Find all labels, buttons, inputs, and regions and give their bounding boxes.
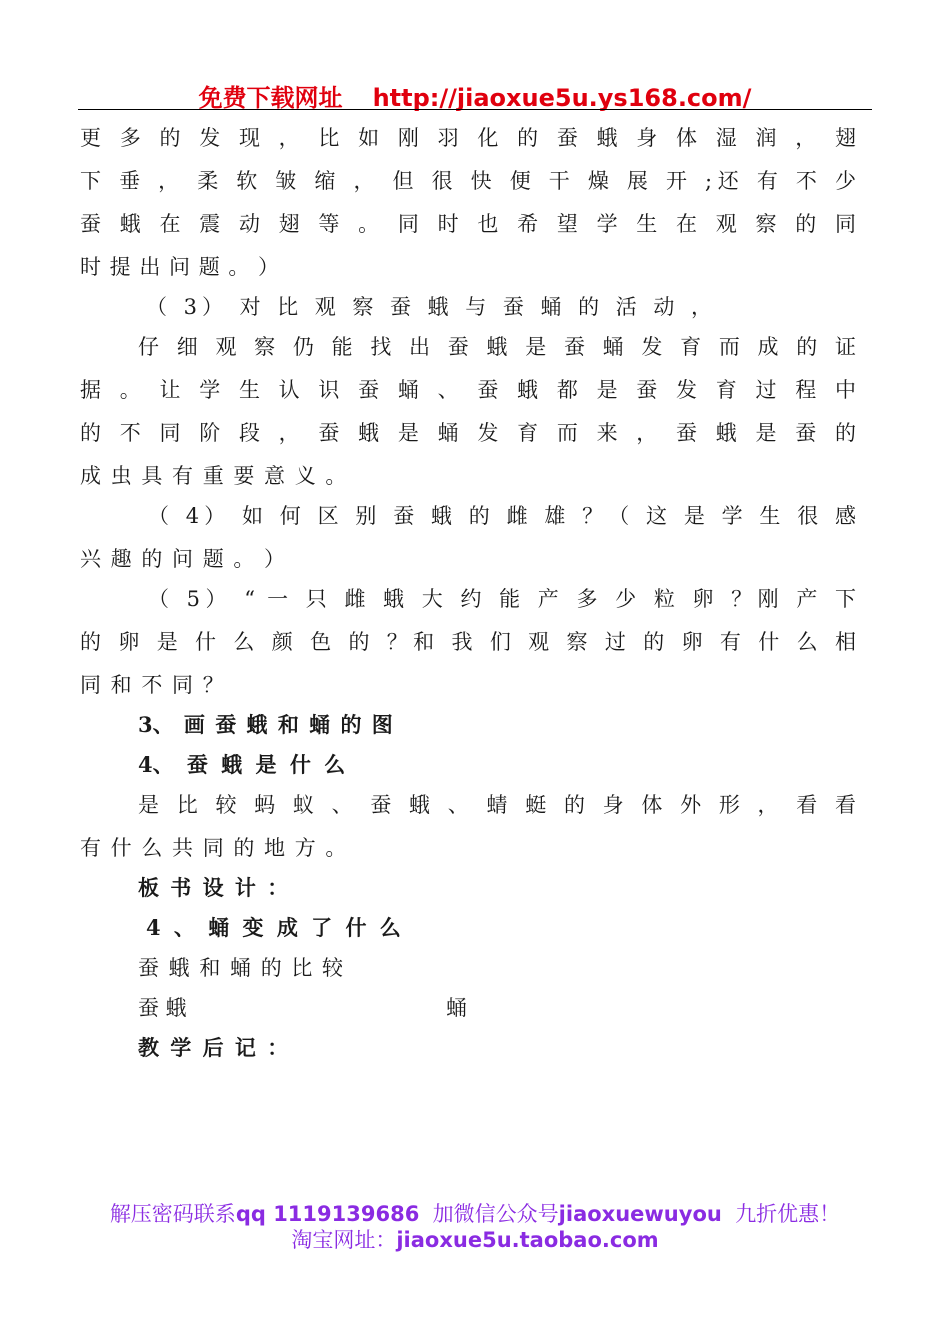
text-line: 成 虫 具 有 重 要 意 义 。: [80, 464, 347, 488]
footer-wechat-label: 加微信公众号: [432, 1202, 559, 1226]
header-title: 免费下载网址: [198, 84, 343, 112]
text-line: 是 比 较 蚂 蚁 、 蚕 蛾 、 蜻 蜓 的 身 体 外 形 ， 看 看: [138, 793, 856, 817]
text-line: 有 什 么 共 同 的 地 方 。: [80, 836, 347, 860]
text-line: 兴 趣 的 问 题 。 ）: [80, 547, 286, 571]
text-line: （ 3） 对 比 观 察 蚕 蛾 与 蚕 蛹 的 活 动 ，: [146, 295, 712, 319]
board-design-heading: 板 书 设 计 ：: [138, 875, 289, 900]
header-url[interactable]: http://jiaoxue5u.ys168.com/: [372, 84, 752, 112]
text-line: （ 5） “ 一 只 雌 蛾 大 约 能 产 多 少 粒 卵 ？刚 产 下: [148, 587, 856, 611]
header-divider: [78, 109, 872, 110]
page-header: [0, 78, 950, 113]
text-line: 的 不 同 阶 段 ， 蚕 蛾 是 蛹 发 育 而 来 ， 蚕 蛾 是 蚕 的: [80, 421, 856, 445]
text-line: 同 和 不 同 ？: [80, 673, 224, 697]
footer-shop-label: 淘宝网址：: [291, 1228, 397, 1252]
footer-wechat: jiaoxuewuyou: [558, 1202, 722, 1226]
footer-discount: 九折优惠！: [735, 1202, 841, 1226]
section-heading: 3、 画 蚕 蛾 和 蛹 的 图: [138, 712, 393, 737]
footer-password-label: 解压密码联系: [109, 1202, 236, 1226]
text-line: 仔 细 观 察 仍 能 找 出 蚕 蛾 是 蚕 蛹 发 育 而 成 的 证: [138, 335, 856, 359]
footer-shop-url[interactable]: jiaoxue5u.taobao.com: [396, 1228, 659, 1252]
text-line: 的 卵 是 什 么 颜 色 的 ？和 我 们 观 察 过 的 卵 有 什 么 相: [80, 630, 856, 654]
footer-qq: qq 1119139686: [235, 1202, 420, 1226]
section-heading: 4、 蚕 蛾 是 什 么: [138, 752, 346, 777]
board-line: 蚕 蛾 和 蛹 的 比 较: [138, 956, 344, 980]
text-line: 时 提 出 问 题 。 ）: [80, 255, 280, 279]
text-line: 下 垂 ， 柔 软 皱 缩 ， 但 很 快 便 干 燥 展 开 ;还 有 不 少: [80, 169, 856, 193]
board-title: 4 、 蛹 变 成 了 什 么: [146, 915, 401, 940]
text-line: （ 4） 如 何 区 别 蚕 蛾 的 雌 雄 ？（ 这 是 学 生 很 感: [148, 504, 856, 528]
footer-line-2: [0, 1224, 950, 1254]
board-cell-left: 蚕 蛾: [138, 996, 187, 1020]
text-line: 更 多 的 发 现 ， 比 如 刚 羽 化 的 蚕 蛾 身 体 湿 润 ， 翅: [80, 126, 856, 150]
board-cell-right: 蛹: [446, 996, 467, 1020]
teaching-notes-heading: 教 学 后 记 ：: [138, 1035, 289, 1060]
text-line: 蚕 蛾 在 震 动 翅 等 。 同 时 也 希 望 学 生 在 观 察 的 同: [80, 212, 856, 236]
text-line: 据 。 让 学 生 认 识 蚕 蛹 、 蚕 蛾 都 是 蚕 发 育 过 程 中: [80, 378, 856, 402]
